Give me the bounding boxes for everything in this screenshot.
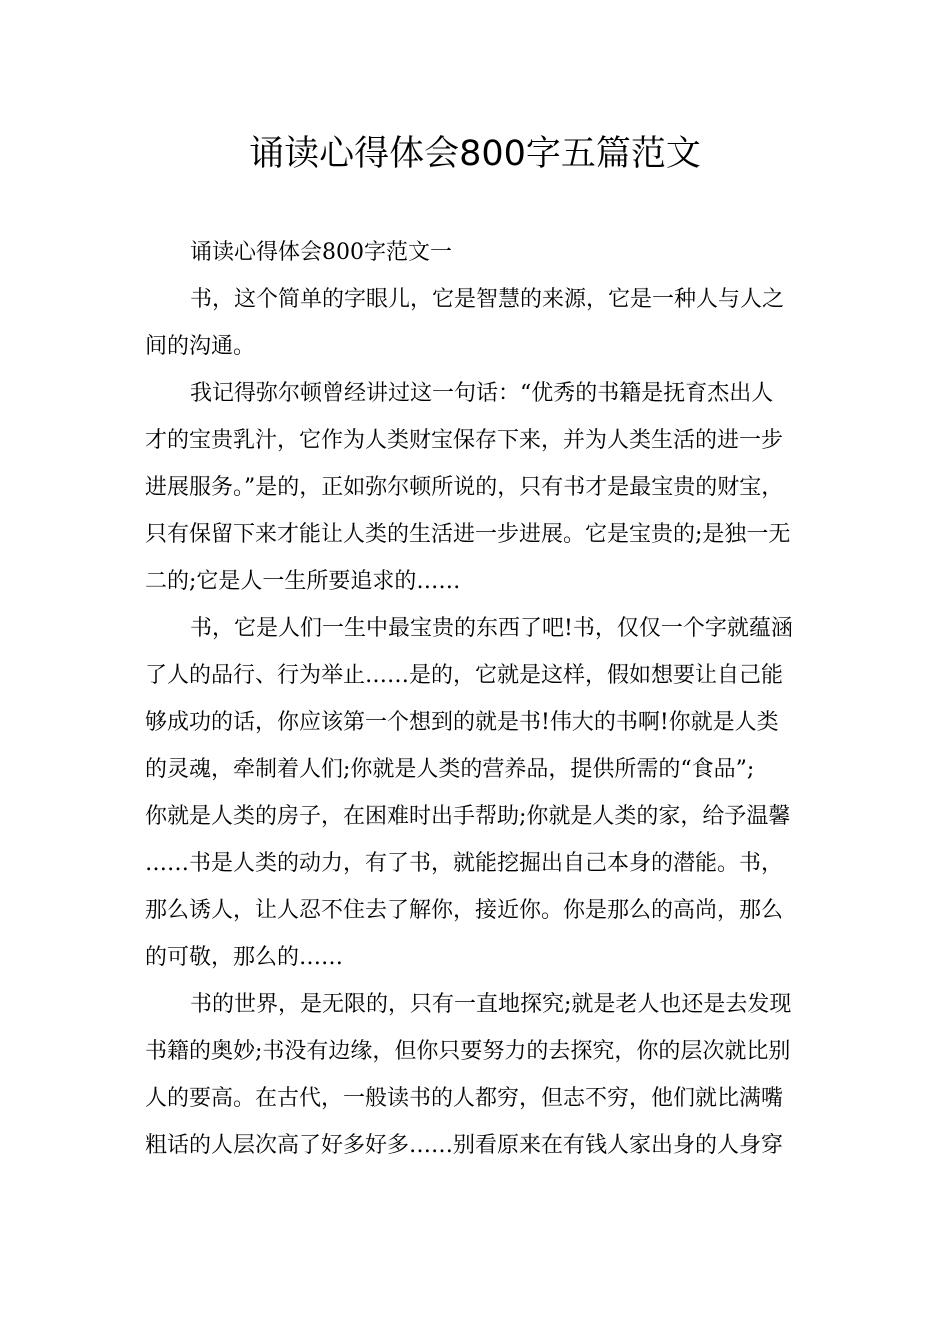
paragraph-line: 二的;它是人一生所要追求的…… xyxy=(145,569,461,594)
paragraph-line: 只有保留下来才能让人类的生活进一步进展。它是宝贵的;是独一无 xyxy=(145,522,791,547)
paragraph-line: 了人的品行、行为举止……是的，它就是这样，假如想要让自己能 xyxy=(145,663,784,688)
paragraph-line: 人的要高。在古代，一般读书的人都穷，但志不穷，他们就比满嘴 xyxy=(145,1086,784,1111)
paragraph-4 xyxy=(145,981,817,1169)
paragraph-line: 的可敬，那么的…… xyxy=(145,945,344,970)
paragraph-1 xyxy=(145,276,817,370)
document-title: 诵读心得体会800字五篇范文 xyxy=(249,134,701,174)
paragraph-line: 书籍的奥妙;书没有边缘，但你只要努力的去探究，你的层次就比别 xyxy=(145,1039,791,1064)
paragraph-line: 的灵魂，牵制着人们;你就是人类的营养品，提供所需的“食品”; xyxy=(145,757,755,782)
paragraph-line: 粗话的人层次高了好多好多……别看原来在有钱人家出身的人身穿 xyxy=(145,1133,784,1158)
paragraph-line: 进展服务。”是的，正如弥尔顿所说的，只有书才是最宝贵的财宝， xyxy=(145,475,784,500)
paragraph-line: 那么诱人，让人忍不住去了解你，接近你。你是那么的高尚，那么 xyxy=(145,898,784,923)
section-heading: 诵读心得体会800字范文一 xyxy=(190,240,452,265)
paragraph-line: 才的宝贵乳汁，它作为人类财宝保存下来，并为人类生活的进一步 xyxy=(145,428,784,453)
paragraph-line: 书，这个简单的字眼儿，它是智慧的来源，它是一种人与人之 xyxy=(190,287,785,312)
document-body xyxy=(145,229,817,1169)
paragraph-line: 我记得弥尔顿曾经讲过这一句话：“优秀的书籍是抚育杰出人 xyxy=(190,381,774,406)
paragraph-3 xyxy=(145,605,817,981)
paragraph-line: 书，它是人们一生中最宝贵的东西了吧!书，仅仅一个字就蕴涵 xyxy=(190,616,793,641)
paragraph-line: 书的世界，是无限的，只有一直地探究;就是老人也还是去发现 xyxy=(190,992,792,1017)
paragraph-2 xyxy=(145,370,817,605)
paragraph-line: 你就是人类的房子，在困难时出手帮助;你就是人类的家，给予温馨 xyxy=(145,804,791,829)
paragraph-line: ……书是人类的动力，有了书，就能挖掘出自己本身的潜能。书， xyxy=(145,851,784,876)
paragraph-line: 够成功的话，你应该第一个想到的就是书!伟大的书啊!你就是人类 xyxy=(145,710,779,735)
paragraph-line: 间的沟通。 xyxy=(145,334,256,359)
